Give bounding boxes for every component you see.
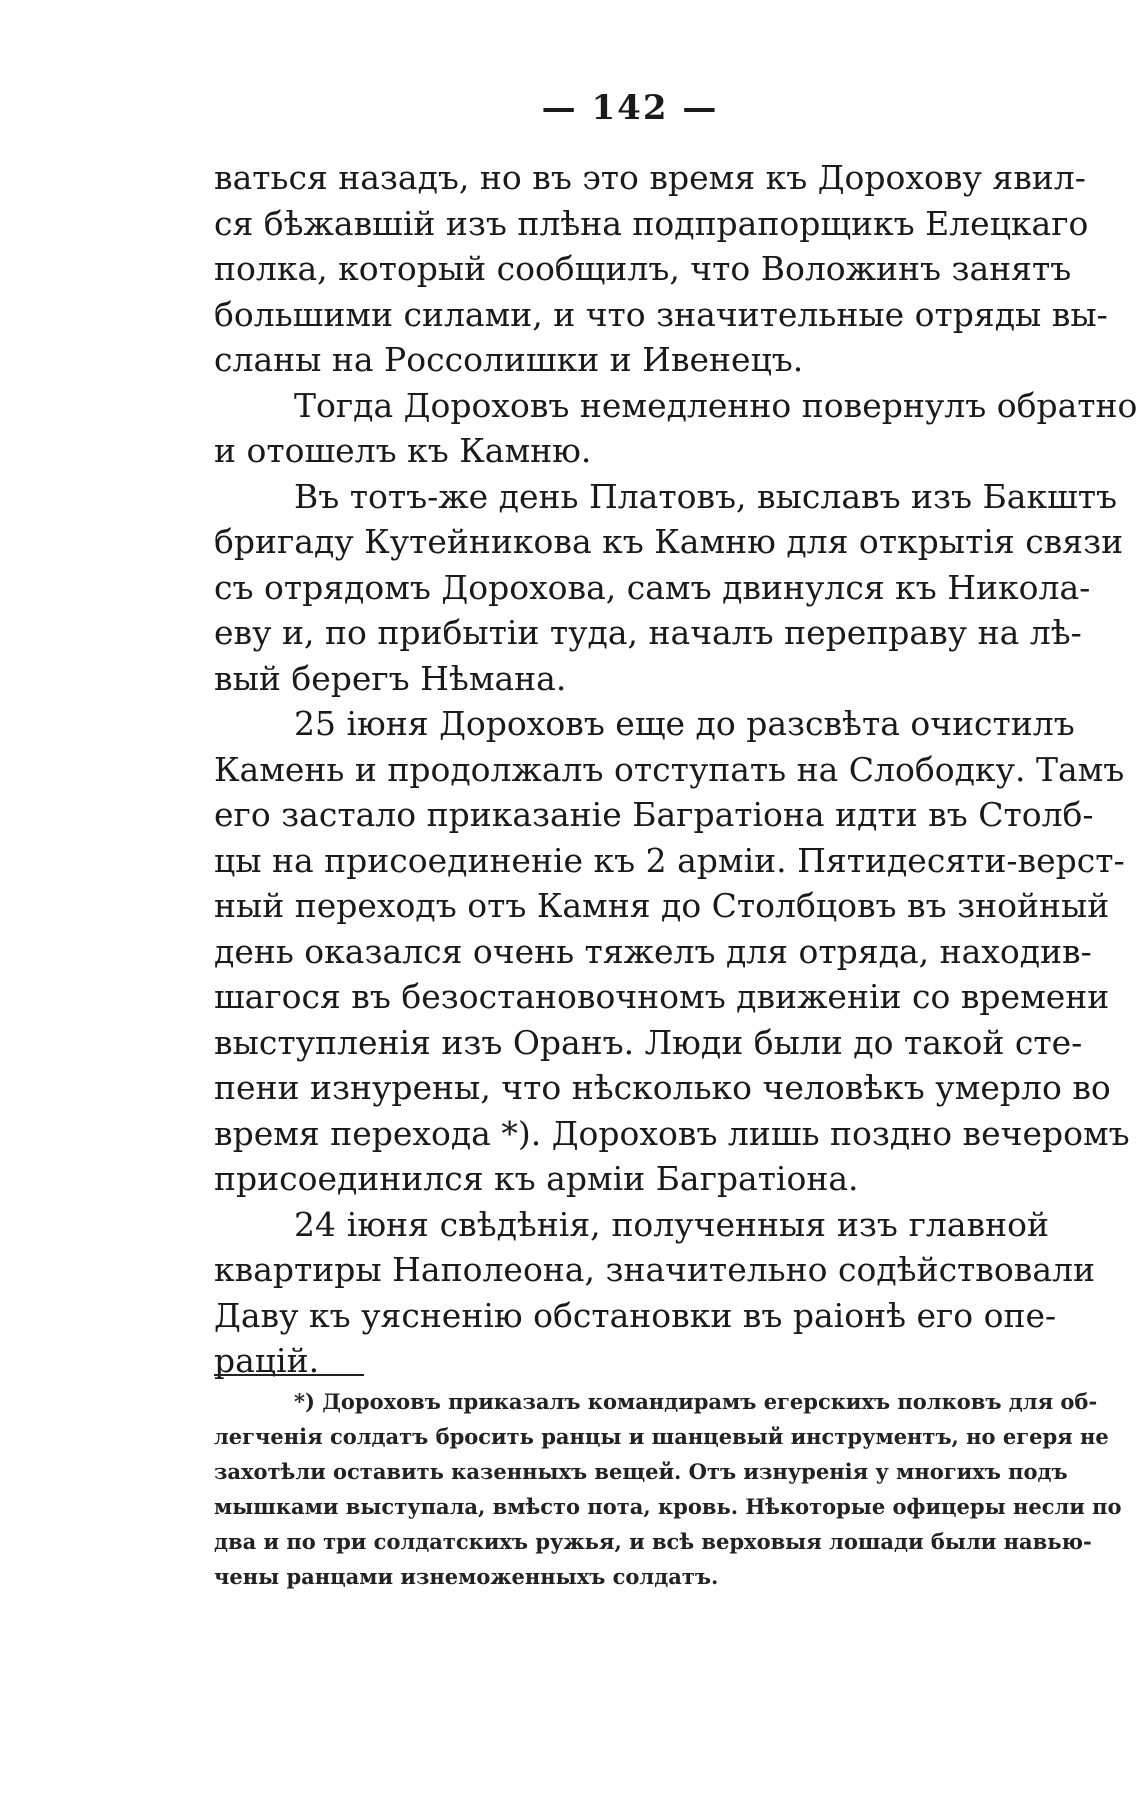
text-line: 25 іюня Дороховъ еще до разсвѣта очистилъ	[294, 704, 1075, 743]
text-line: пени изнурены, что нѣсколько человѣкъ умерло во	[214, 1068, 1111, 1107]
text-line: Даву къ уясненію обстановки въ раіонѣ его опе-	[214, 1295, 1057, 1335]
text-line: еву и, по прибытіи туда, началъ переправу на лѣ-	[214, 613, 1082, 652]
text-line: ваться назадъ, но въ это время къ Дорохову явил-	[214, 158, 1086, 197]
text-line: большими силами, и что значительные отряды вы-	[214, 294, 1108, 334]
text-line: съ отрядомъ Дорохова, самъ двинулся къ Никола-	[214, 567, 1091, 607]
footnote-line: два и по три солдатскихъ ружья, и всѣ верховыя лошади были навью-	[214, 1529, 1092, 1554]
text-line: шагося въ безостановочномъ движеніи со времени	[214, 977, 1110, 1016]
page-number: — 142 —	[541, 88, 719, 128]
main-text	[214, 155, 1138, 1384]
text-line: квартиры Наполеона, значительно содѣйствовали	[214, 1250, 1095, 1289]
text-line: сланы на Россолишки и Ивенецъ.	[214, 340, 804, 379]
text-line: полка, который сообщилъ, что Воложинъ занятъ	[214, 249, 1072, 288]
footnote-line: легченія солдатъ бросить ранцы и шанцевый инструментъ, но егеря не	[214, 1424, 1109, 1449]
text-line: бригаду Кутейникова къ Камню для открытія связи	[214, 522, 1124, 561]
text-line: цы на присоединеніе къ 2 арміи. Пятидесяти-верст-	[214, 840, 1125, 880]
footnote-line: чены ранцами изнеможенныхъ солдатъ.	[214, 1564, 719, 1589]
text-line: Тогда Дороховъ немедленно повернулъ обратно	[294, 385, 1138, 425]
text-line: ный переходъ отъ Камня до Столбцовъ въ знойный	[214, 886, 1110, 925]
text-line: время перехода *). Дороховъ лишь поздно вечеромъ	[214, 1113, 1130, 1153]
text-line: его застало приказаніе Багратіона идти въ Столб-	[214, 795, 1094, 834]
footnote-line: мышками выступала, вмѣсто пота, кровь. Нѣкоторые офицеры несли по	[214, 1494, 1122, 1519]
footnote	[214, 1384, 1122, 1594]
footnote-line: *) Дороховъ приказалъ командирамъ егерскихъ полковъ для об-	[294, 1389, 1098, 1414]
footnote-line: захотѣли оставить казенныхъ вещей. Отъ изнуренія у многихъ подъ	[214, 1459, 1068, 1484]
text-line: присоединился къ арміи Багратіона.	[214, 1159, 859, 1198]
footnote-divider	[214, 1374, 364, 1376]
text-line: рацій.	[214, 1341, 320, 1380]
text-line: день оказался очень тяжелъ для отряда, находив-	[214, 931, 1092, 971]
text-line: Камень и продолжалъ отступать на Слободку. Тамъ	[214, 749, 1125, 789]
text-line: и отошелъ къ Камню.	[214, 431, 592, 470]
text-line: ся бѣжавшій изъ плѣна подпрапорщикъ Елецкаго	[214, 203, 1089, 243]
text-line: Въ тотъ-же день Платовъ, выславъ изъ Бакштъ	[294, 476, 1118, 516]
text-line: 24 іюня свѣдѣнія, полученныя изъ главной	[294, 1204, 1049, 1244]
text-line: вый берегъ Нѣмана.	[214, 658, 567, 698]
text-line: выступленія изъ Оранъ. Люди были до такой сте-	[214, 1022, 1083, 1062]
